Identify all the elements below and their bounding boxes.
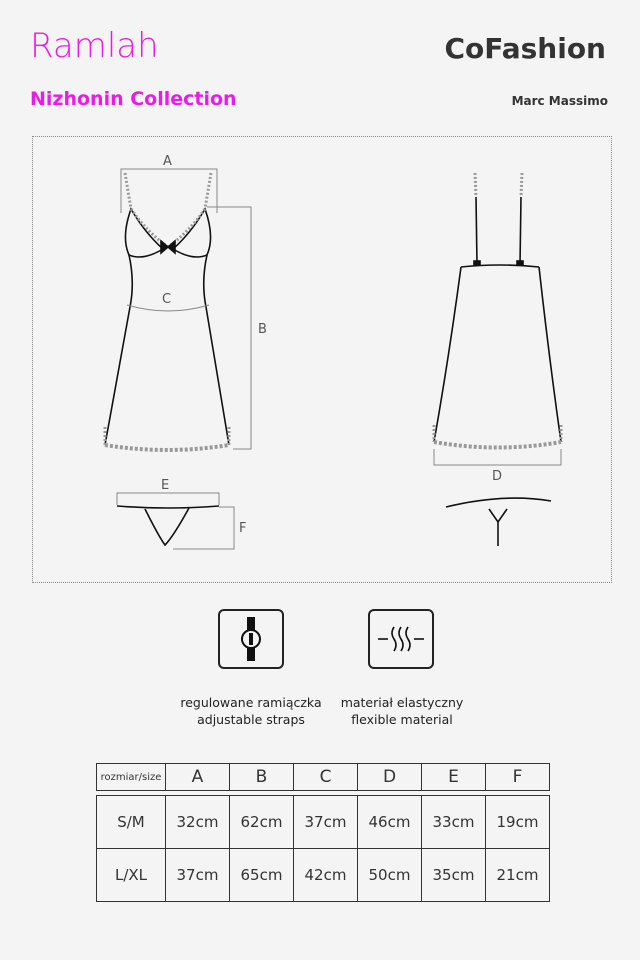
feature-adjustable-straps — [165, 694, 337, 728]
table-cell: 46cm — [358, 796, 422, 849]
feature-label-en: flexible material — [351, 712, 453, 727]
column-header-b: B — [230, 764, 294, 791]
label-f: F — [239, 521, 247, 536]
table-cell: 42cm — [294, 849, 358, 902]
column-header-a: A — [166, 764, 230, 791]
adjustable-straps-icon — [218, 609, 284, 669]
thong-back-drawing — [446, 498, 551, 546]
column-header-e: E — [422, 764, 486, 791]
size-label: L/XL — [97, 849, 166, 902]
label-c: C — [162, 292, 172, 307]
thong-drawing — [117, 506, 219, 545]
measurement-e — [117, 493, 219, 505]
garment-diagram — [32, 136, 612, 583]
brand-logo: CoFashion — [444, 32, 606, 65]
flexible-material-icon — [368, 609, 434, 669]
measurement-b — [207, 207, 251, 449]
collection-name: Nizhonin Collection — [30, 88, 237, 110]
designer-name: Marc Massimo — [511, 94, 608, 108]
table-row — [97, 849, 550, 902]
chemise-front-drawing — [105, 173, 229, 450]
table-cell: 65cm — [230, 849, 294, 902]
table-cell: 32cm — [166, 796, 230, 849]
label-e: E — [161, 478, 170, 493]
table-cell: 50cm — [358, 849, 422, 902]
measurement-d — [434, 449, 561, 465]
size-table-header — [97, 764, 550, 791]
feature-label-pl: materiał elastyczny — [340, 695, 464, 710]
table-cell: 21cm — [486, 849, 550, 902]
label-d: D — [492, 469, 503, 484]
table-cell: 19cm — [486, 796, 550, 849]
table-cell: 62cm — [230, 796, 294, 849]
table-cell: 33cm — [422, 796, 486, 849]
label-a: A — [163, 154, 172, 169]
table-cell: 37cm — [166, 849, 230, 902]
chemise-back-drawing — [434, 173, 561, 448]
feature-flexible-material — [316, 694, 488, 728]
size-label: S/M — [97, 796, 166, 849]
table-cell: 35cm — [422, 849, 486, 902]
measurement-f — [173, 507, 234, 549]
size-table — [96, 763, 550, 902]
table-row — [97, 796, 550, 849]
column-header-f: F — [486, 764, 550, 791]
measurement-a — [121, 169, 217, 213]
label-b: B — [258, 322, 267, 337]
table-cell: 37cm — [294, 796, 358, 849]
garment-diagram-svg — [33, 137, 613, 584]
feature-label-en: adjustable straps — [197, 712, 305, 727]
column-header-d: D — [358, 764, 422, 791]
feature-label-pl: regulowane ramiączka — [180, 695, 322, 710]
column-header-c: C — [294, 764, 358, 791]
product-name: Ramlah — [30, 26, 159, 66]
size-header-label: rozmiar/size — [97, 764, 166, 791]
